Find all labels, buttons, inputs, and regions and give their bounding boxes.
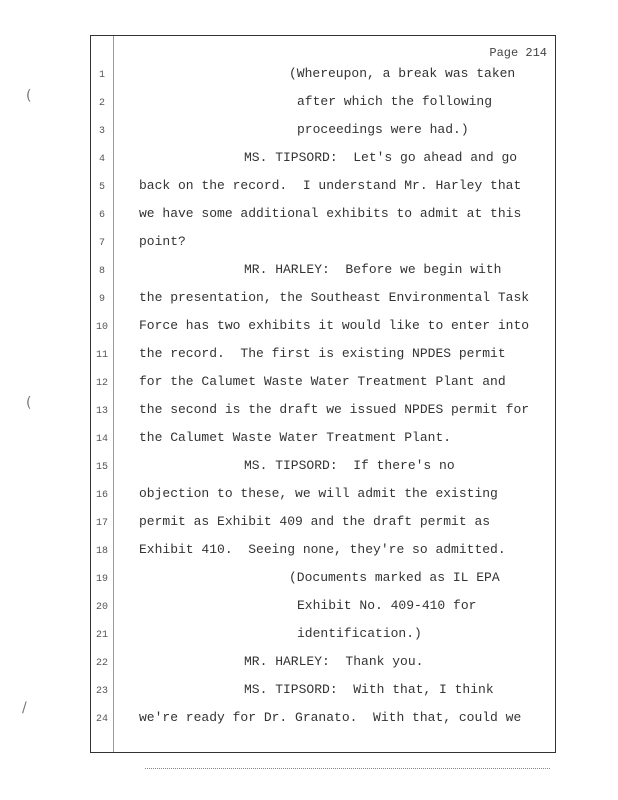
line-number: 12 <box>95 378 108 389</box>
margin-bracket-mark: ( <box>26 395 32 411</box>
line-number: 9 <box>98 294 105 305</box>
line-number: 22 <box>95 658 108 669</box>
line-text: (Whereupon, a break was taken <box>289 66 516 81</box>
line-number: 17 <box>95 518 108 529</box>
line-text: MS. TIPSORD: If there's no <box>244 458 455 473</box>
line-text: the Calumet Waste Water Treatment Plant. <box>139 430 452 445</box>
line-number: 2 <box>98 98 105 109</box>
transcript-line <box>91 542 557 570</box>
transcript-line <box>91 178 557 206</box>
line-text: Exhibit 410. Seeing none, they're so admitted. <box>139 542 506 557</box>
line-text: Exhibit No. 409-410 for <box>297 598 477 613</box>
transcript-line <box>91 626 557 654</box>
transcript-line <box>91 94 557 122</box>
margin-bracket-mark: ( <box>26 88 32 104</box>
line-text: MS. TIPSORD: Let's go ahead and go <box>244 150 518 165</box>
transcript-line <box>91 710 557 738</box>
line-text: MR. HARLEY: Thank you. <box>244 654 424 669</box>
line-text: the record. The first is existing NPDES permit <box>139 346 506 361</box>
transcript-line <box>91 206 557 234</box>
transcript-line <box>91 66 557 94</box>
line-text: Force has two exhibits it would like to enter into <box>139 318 530 333</box>
line-number: 13 <box>95 406 108 417</box>
line-text: back on the record. I understand Mr. Harley that <box>139 178 522 193</box>
line-number: 11 <box>95 350 108 361</box>
transcript-page <box>90 35 556 753</box>
page-number-label: Page 214 <box>489 46 547 60</box>
line-number: 5 <box>98 182 105 193</box>
transcript-line <box>91 402 557 430</box>
transcript-line <box>91 598 557 626</box>
line-number: 15 <box>95 462 108 473</box>
line-number: 7 <box>98 238 105 249</box>
line-number: 14 <box>95 434 108 445</box>
line-number: 3 <box>98 126 105 137</box>
line-text: we're ready for Dr. Granato. With that, could we <box>139 710 522 725</box>
transcript-line <box>91 290 557 318</box>
line-text: permit as Exhibit 409 and the draft permit as <box>139 514 491 529</box>
line-number: 19 <box>95 574 108 585</box>
line-number: 23 <box>95 686 108 697</box>
line-number: 1 <box>98 70 105 81</box>
transcript-line <box>91 430 557 458</box>
line-text: the presentation, the Southeast Environmental Task <box>139 290 530 305</box>
transcript-line <box>91 486 557 514</box>
transcript-line <box>91 682 557 710</box>
line-text: objection to these, we will admit the existing <box>139 486 498 501</box>
line-text: we have some additional exhibits to admit at this <box>139 206 522 221</box>
line-number: 16 <box>95 490 108 501</box>
transcript-line <box>91 122 557 150</box>
transcript-line <box>91 346 557 374</box>
transcript-line <box>91 374 557 402</box>
line-number: 18 <box>95 546 108 557</box>
margin-bracket-mark: / <box>22 700 27 716</box>
line-text: identification.) <box>297 626 422 641</box>
transcript-line <box>91 262 557 290</box>
transcript-line <box>91 570 557 598</box>
line-number: 6 <box>98 210 105 221</box>
line-text: point? <box>139 234 186 249</box>
line-text: for the Calumet Waste Water Treatment Plant and <box>139 374 506 389</box>
footer-scan-artifact <box>145 768 550 771</box>
line-text: (Documents marked as IL EPA <box>289 570 500 585</box>
line-text: MR. HARLEY: Before we begin with <box>244 262 502 277</box>
transcript-line <box>91 318 557 346</box>
line-number: 10 <box>95 322 108 333</box>
line-text: proceedings were had.) <box>297 122 469 137</box>
line-number: 21 <box>95 630 108 641</box>
transcript-line <box>91 458 557 486</box>
line-number: 4 <box>98 154 105 165</box>
transcript-line <box>91 150 557 178</box>
line-number: 8 <box>98 266 105 277</box>
line-text: after which the following <box>297 94 493 109</box>
transcript-line <box>91 654 557 682</box>
transcript-line <box>91 514 557 542</box>
line-number: 20 <box>95 602 108 613</box>
line-number: 24 <box>95 714 108 725</box>
transcript-line <box>91 234 557 262</box>
line-text: the second is the draft we issued NPDES permit for <box>139 402 530 417</box>
line-text: MS. TIPSORD: With that, I think <box>244 682 494 697</box>
